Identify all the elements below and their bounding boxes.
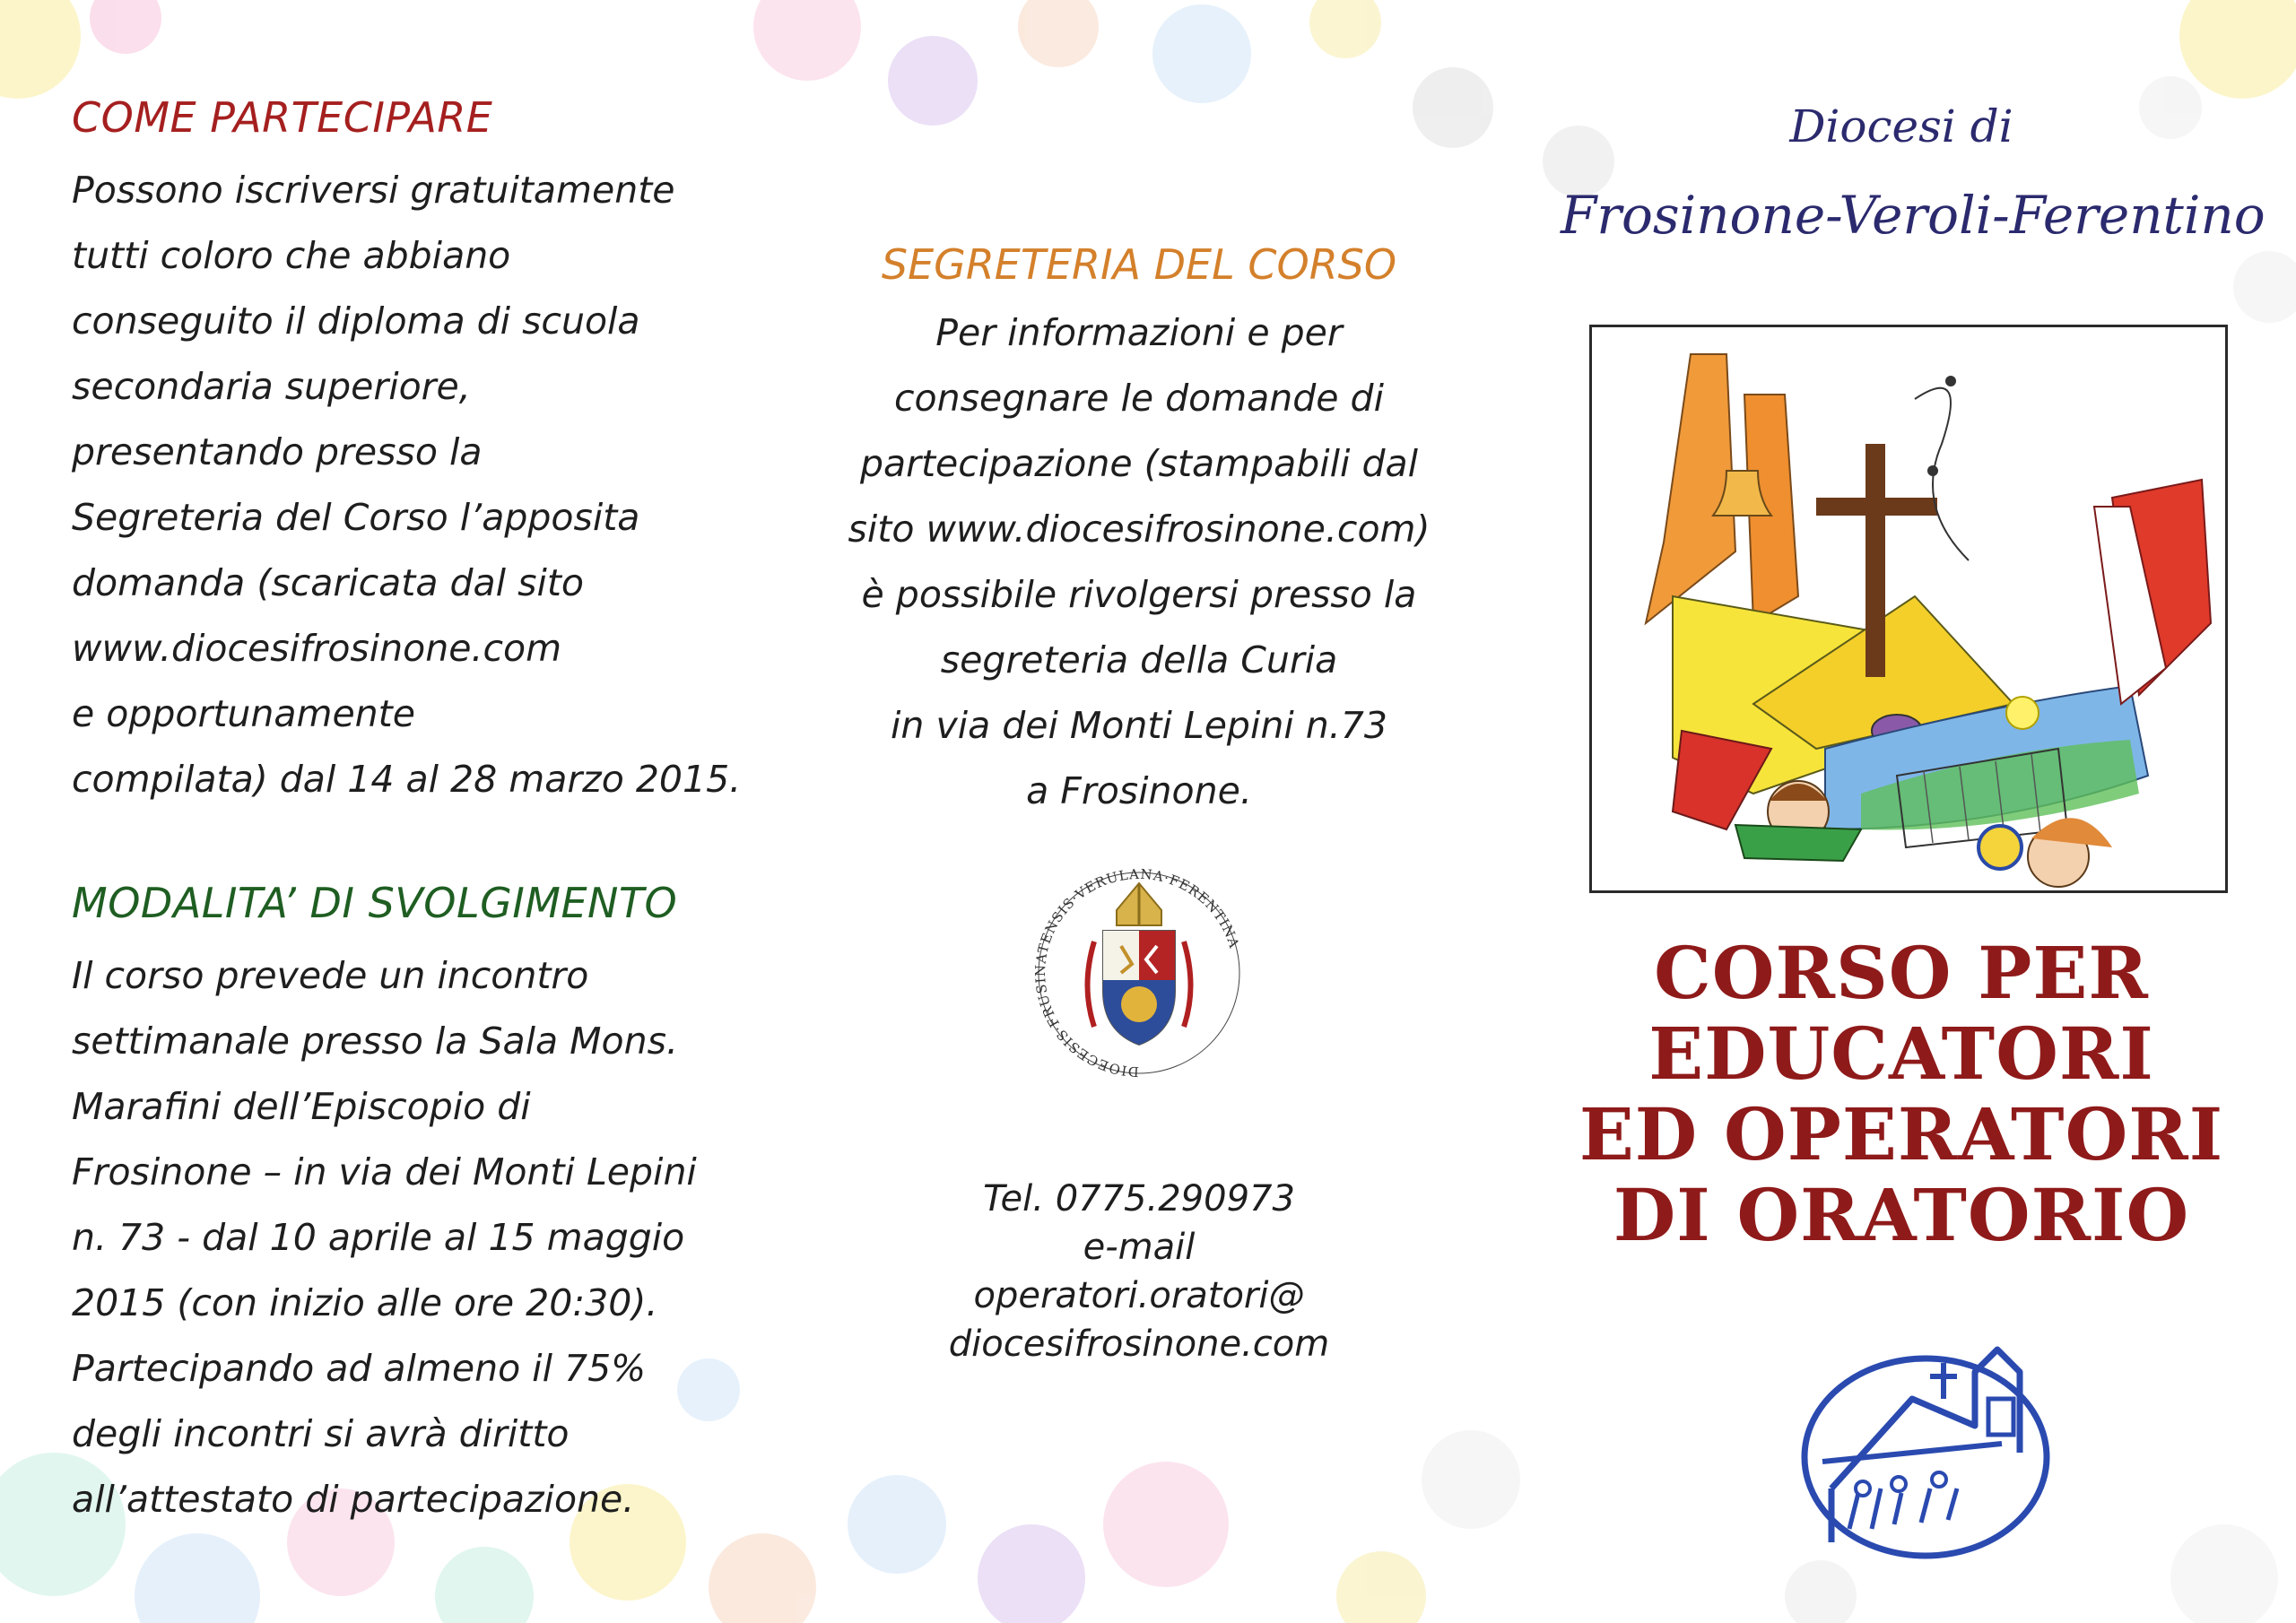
segreteria-line: a Frosinone. [1026, 769, 1252, 812]
segreteria-line: in via dei Monti Lepini n.73 [891, 704, 1387, 747]
segreteria-line: sito www.diocesifrosinone.com) [848, 508, 1431, 551]
come-partecipare-line: compilata) dal 14 al 28 marzo 2015. [72, 758, 742, 801]
come-partecipare-text [72, 158, 741, 812]
modalita-text [72, 943, 697, 1532]
course-title-line: CORSO PER [1654, 931, 2149, 1015]
email-line-1: operatori.oratori@ [973, 1275, 1305, 1316]
segreteria-line: segreteria della Curia [940, 638, 1338, 681]
modalita-line: n. 73 - dal 10 aprile al 15 maggio [72, 1216, 685, 1259]
modalita-line: Marafini dell’Episcopio di [72, 1085, 531, 1128]
segreteria-line: partecipazione (stampabili dal [859, 442, 1419, 485]
come-partecipare-line: domanda (scaricata dal sito [72, 561, 584, 604]
left-panel [72, 0, 771, 1623]
email-label: e-mail [1083, 1227, 1196, 1268]
svg-text:DIOECESIS·FRUSINATENSIS·VERULA: DIOECESIS·FRUSINATENSIS·VERULANA·FERENTINA [1031, 865, 1243, 1081]
right-panel [1561, 0, 2266, 1623]
modalita-heading: MODALITA’ DI SVOLGIMENTO [72, 879, 678, 927]
segreteria-line: consegnare le domande di [894, 377, 1384, 420]
segreteria-line: Per informazioni e per [935, 311, 1343, 354]
modalita-line: degli incontri si avrà diritto [72, 1412, 570, 1455]
diocese-label: Diocesi di [1789, 100, 2013, 152]
come-partecipare-line: Possono iscriversi gratuitamente [72, 169, 675, 212]
modalita-line: Il corso prevede un incontro [72, 954, 589, 997]
come-partecipare-heading: COME PARTECIPARE [72, 93, 493, 142]
segreteria-text [789, 300, 1489, 824]
modalita-line: settimanale presso la Sala Mons. [72, 1020, 678, 1063]
modalita-line: 2015 (con inizio alle ore 20:30). [72, 1281, 658, 1324]
course-title [1561, 933, 2242, 1255]
come-partecipare-line: secondaria superiore, [72, 365, 471, 408]
oratory-illustration [1589, 325, 2228, 893]
modalita-line: Partecipando ad almeno il 75% [72, 1347, 647, 1390]
modalita-line: all’attestato di partecipazione. [72, 1478, 635, 1521]
come-partecipare-line: e opportunamente [72, 692, 415, 735]
modalita-line: Frosinone – in via dei Monti Lepini [72, 1150, 697, 1193]
segreteria-line: è possibile rivolgersi presso la [861, 573, 1417, 616]
come-partecipare-line: conseguito il diploma di scuola [72, 299, 640, 343]
course-title-line: EDUCATORI [1648, 1011, 2154, 1096]
middle-panel [789, 0, 1489, 1623]
come-partecipare-line: www.diocesifrosinone.com [72, 627, 562, 670]
phone-number: Tel. 0775.290973 [983, 1178, 1295, 1219]
come-partecipare-line: presentando presso la [72, 430, 483, 473]
segreteria-heading: SEGRETERIA DEL CORSO [881, 240, 1397, 289]
come-partecipare-line: tutti coloro che abbiano [72, 234, 511, 277]
come-partecipare-line: Segreteria del Corso l’apposita [72, 496, 640, 539]
course-title-line: ED OPERATORI [1578, 1092, 2224, 1176]
diocese-seal-icon [1031, 861, 1247, 1094]
contact-block [789, 1175, 1489, 1368]
diocese-name: Frosinone-Veroli-Ferentino [1561, 185, 2266, 246]
email-line-2: diocesifrosinone.com [948, 1324, 1330, 1365]
oratory-house-logo-icon [1796, 1309, 2065, 1569]
course-title-line: DI ORATORIO [1613, 1173, 2190, 1257]
